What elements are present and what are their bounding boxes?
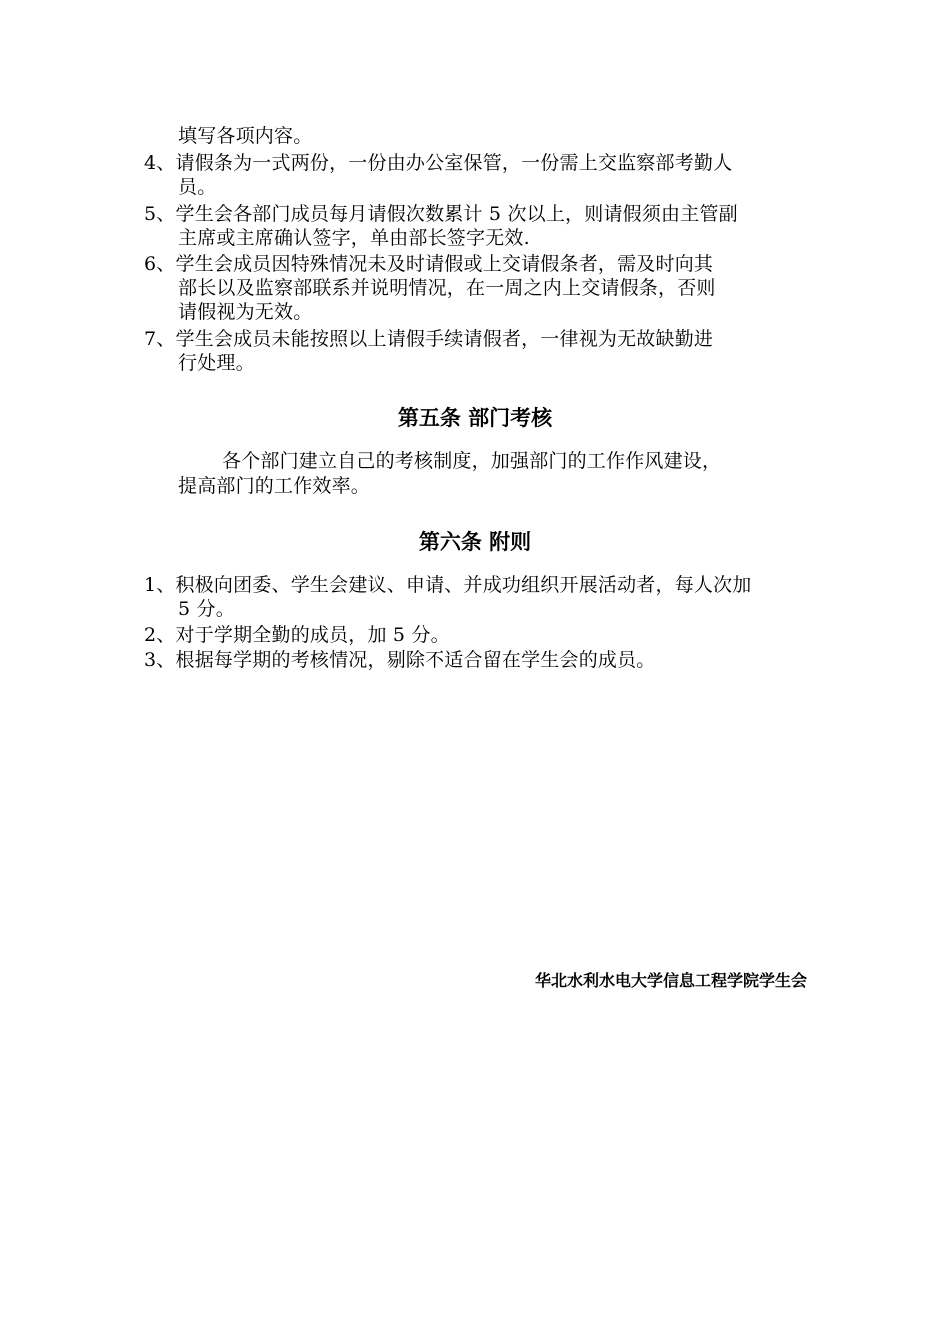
signature-org-name: 华北水利水电大学信息工程学院学生会 (534, 971, 807, 990)
section5-paragraph-line2: 提高部门的工作效率。 (178, 475, 371, 497)
leave-rule-7-line1: 7、学生会成员未能按照以上请假手续请假者，一律视为无故缺勤进 (144, 328, 714, 350)
appendix-rule-1-line2: 5 分。 (178, 598, 235, 620)
leave-rule-6-line2: 部长以及监察部联系并说明情况，在一周之内上交请假条，否则 (178, 277, 716, 299)
leave-rule-7-line2: 行处理。 (178, 352, 255, 374)
section6-heading: 第六条 附则 (418, 530, 532, 554)
leave-rule-5-line2: 主席或主席确认签字，单由部长签字无效. (178, 227, 530, 249)
section5-paragraph-line1: 各个部门建立自己的考核制度，加强部门的工作作风建设， (222, 450, 722, 472)
leave-rule-5-line1: 5、学生会各部门成员每月请假次数累计 5 次以上，则请假须由主管副 (144, 203, 738, 225)
leave-rule-6-line1: 6、学生会成员因特殊情况未及时请假或上交请假条者，需及时向其 (144, 253, 714, 275)
appendix-rule-2: 2、对于学期全勤的成员，加 5 分。 (144, 624, 450, 646)
leave-rule-6-line3: 请假视为无效。 (178, 301, 313, 323)
leave-rule-4-line2: 员。 (178, 176, 217, 198)
section5-heading: 第五条 部门考核 (397, 406, 553, 430)
appendix-rule-3: 3、根据每学期的考核情况，剔除不适合留在学生会的成员。 (144, 649, 656, 671)
leave-rule-4-line1: 4、请假条为一式两份，一份由办公室保管，一份需上交监察部考勤人 (144, 152, 733, 174)
appendix-rule-1-line1: 1、积极向团委、学生会建议、申请、并成功组织开展活动者，每人次加 (144, 574, 752, 596)
item3-continuation: 填写各项内容。 (178, 125, 313, 147)
